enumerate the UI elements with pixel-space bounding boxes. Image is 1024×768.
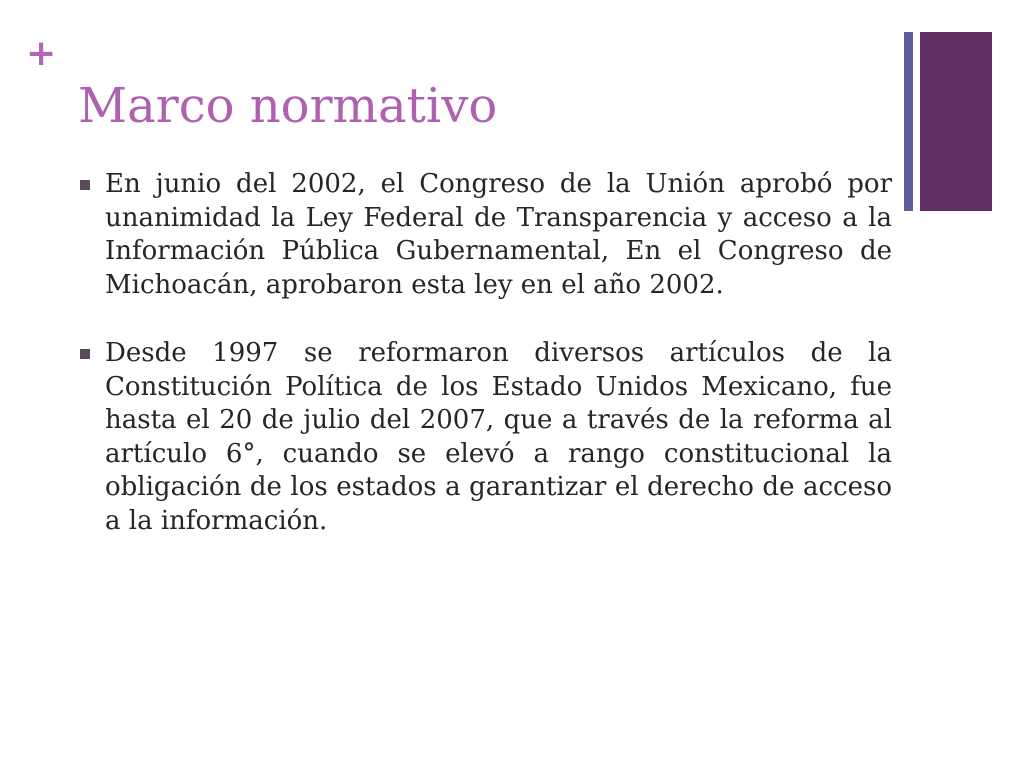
bullet-text: En junio del 2002, el Congreso de la Unión aprobó por unanimidad la Ley Federal de Transparencia y acceso a la Información Pública Gubernamental, En el Congreso de Michoacán, aprobaron esta ley en el año 2002. bbox=[105, 169, 892, 300]
accent-bar-thin bbox=[904, 32, 913, 211]
square-bullet-icon bbox=[80, 349, 90, 359]
bullet-text: Desde 1997 se reformaron diversos artículos de la Constitución Política de los Estado Unidos Mexicano, fue hasta el 20 de julio del 2007, que a través de la reforma al artículo 6°, cuando se elevó a rango constitucional la obligación de los estados a garantizar el derecho de acceso a la información. bbox=[105, 338, 892, 536]
accent-bar-thick bbox=[920, 32, 992, 211]
slide-title: Marco normativo bbox=[78, 78, 498, 134]
plus-decoration: + bbox=[26, 33, 57, 74]
square-bullet-icon bbox=[80, 180, 90, 190]
bullet-list bbox=[80, 168, 892, 538]
bullet-item bbox=[80, 168, 892, 302]
bullet-item bbox=[80, 337, 892, 538]
